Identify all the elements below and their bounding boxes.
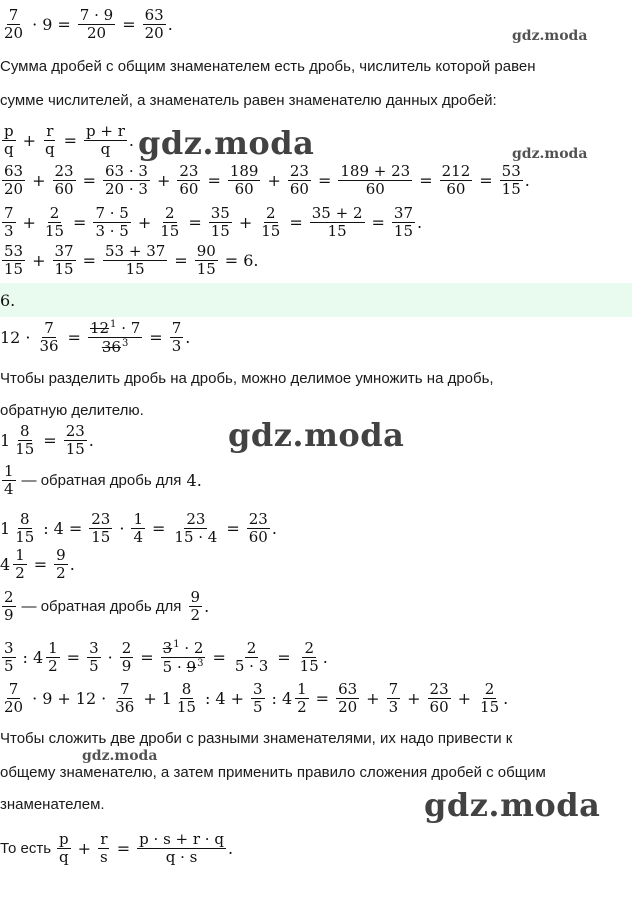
math-term: =	[212, 648, 226, 667]
numerator: 23	[289, 162, 309, 180]
numerator: 35	[210, 204, 230, 222]
math-term: +	[143, 689, 157, 708]
denominator: 60	[248, 528, 268, 546]
denominator: 9	[4, 606, 14, 624]
math-term: =	[68, 519, 83, 538]
math-term: 9	[42, 15, 53, 34]
math-term: =	[419, 171, 433, 190]
denominator: 15	[210, 222, 230, 240]
math-term: То есть	[0, 840, 52, 857]
fraction	[172, 512, 219, 545]
math-term: 1	[110, 319, 117, 330]
math-term: =	[122, 15, 136, 34]
math-term: 6	[243, 251, 254, 270]
fraction	[177, 164, 200, 197]
fraction	[89, 512, 112, 545]
numerator: 90	[196, 242, 216, 260]
denominator: s	[100, 848, 108, 866]
math-term: 1	[173, 639, 180, 650]
fraction	[84, 124, 127, 157]
denominator: 15	[160, 222, 180, 240]
fraction	[13, 512, 36, 545]
math-term: =	[73, 213, 87, 232]
math-term: ·	[107, 648, 113, 667]
math-term: :	[43, 519, 49, 538]
math-term: 9	[186, 658, 197, 676]
math-term: =	[277, 648, 291, 667]
denominator: 5	[89, 657, 99, 675]
math-term: =	[33, 555, 48, 574]
denominator: 36	[39, 337, 59, 355]
fraction	[120, 641, 134, 674]
denominator: 3 · 5	[95, 222, 129, 240]
math-term: 3	[162, 639, 173, 657]
math-term: =	[63, 131, 78, 150]
denominator: 3	[4, 222, 14, 240]
math-term: 1	[0, 519, 11, 538]
numerator: 63	[144, 6, 164, 24]
equation-line-13: $\frac{7}{20}$ · 9 + 12 · $\frac{7}{36}$ + 1 $\frac{8}{15}$ : 4 + $\frac{3}{5}$ : 4 $\frac{1}{2}$ = $\frac{63}{20}$ + $\frac{7}{3}$ + $\frac{23}{60}$ + $\frac{2}{15}$ .	[4, 680, 509, 716]
fraction	[336, 682, 359, 715]
numerator: 8	[19, 422, 30, 440]
numerator: 63	[338, 680, 358, 698]
denominator: 15	[91, 528, 111, 546]
math-term: =	[188, 213, 202, 232]
math-term: +	[22, 131, 37, 150]
numerator: 2	[165, 204, 175, 222]
fraction	[57, 832, 71, 865]
denominator: 60	[446, 180, 466, 198]
denominator: 15	[176, 698, 197, 716]
math-term: 3	[121, 338, 129, 349]
math-term: 3	[197, 658, 204, 669]
highlight-band	[0, 283, 632, 317]
paragraph-line: общему знаменателю, а затем применить правило сложения дробей с общим	[0, 764, 546, 781]
math-term: ·	[119, 519, 125, 538]
fraction	[43, 206, 66, 239]
fraction	[43, 124, 57, 157]
equation-line-5: $\frac{53}{15}$ + $\frac{37}{15}$ = $\frac{53 + 37}{15}$ = $\frac{90}{15}$ = 6 .	[4, 242, 259, 278]
math-term: 4	[53, 519, 64, 538]
numerator: 189 + 23	[340, 162, 411, 180]
math-term: =	[224, 251, 239, 270]
math-term: =	[317, 171, 332, 190]
math-term: +	[156, 171, 171, 190]
paragraph-line: Сумма дробей с общим знаменателем есть дробь, числитель которой равен	[0, 58, 536, 75]
numerator: 23	[179, 162, 199, 180]
numerator: 63	[4, 162, 24, 180]
math-term: :	[22, 648, 28, 667]
numerator: 2	[121, 639, 132, 657]
math-term: 5	[162, 658, 173, 676]
denominator: 20 · 3	[105, 180, 148, 198]
numerator: 53	[501, 162, 521, 180]
math-term: — обратная дробь для	[21, 472, 182, 489]
equation-line-4: $\frac{7}{3}$ + $\frac{2}{15}$ = $\frac{7 \cdot 5}{3 \cdot 5}$ + $\frac{2}{15}$ = $\frac{35}{15}$ + $\frac{2}{15}$ = $\frac{35 + 2}{15}$ = $\frac{37}{15}$ .	[4, 204, 423, 240]
math-term	[0, 548, 29, 581]
denominator: 2	[297, 698, 307, 716]
numerator: 1	[4, 462, 14, 480]
denominator: 20	[144, 24, 164, 42]
watermark-logo: gdz.moda	[228, 416, 405, 454]
numerator: 2	[49, 204, 60, 222]
denominator: 2	[15, 564, 25, 582]
fraction	[53, 164, 76, 197]
math-term: +	[457, 689, 472, 708]
numerator: 23	[65, 422, 85, 440]
denominator: 15	[480, 698, 500, 716]
math-term: =	[315, 689, 330, 708]
fraction	[189, 590, 203, 623]
math-term: +	[32, 171, 46, 190]
equation-line-2: $\frac{p}{q}$ + $\frac{r}{q}$ = $\frac{p + r}{q}$ .	[4, 122, 135, 158]
math-term: =	[43, 431, 57, 450]
fraction	[93, 206, 130, 239]
denominator: 20	[338, 698, 358, 716]
math-term: =	[116, 839, 131, 858]
numerator: 23	[186, 510, 206, 528]
fraction	[2, 464, 16, 497]
numerator: p + r	[86, 122, 125, 140]
denominator: 15	[54, 260, 74, 278]
fraction	[37, 321, 60, 354]
denominator: 15	[4, 260, 24, 278]
watermark-logo: gdz.moda	[138, 124, 315, 162]
math-term: =	[57, 15, 71, 34]
numerator: 7	[388, 680, 399, 698]
denominator: 4	[4, 480, 14, 498]
fraction	[247, 512, 270, 545]
denominator: 15	[44, 222, 65, 240]
math-term: ·	[32, 689, 38, 708]
denominator: 2	[190, 606, 201, 624]
denominator: 20	[86, 24, 107, 42]
fraction	[500, 164, 523, 197]
denominator: 2	[48, 657, 58, 675]
numerator: 1	[15, 546, 25, 564]
math-term: 9	[42, 689, 53, 708]
math-term: +	[238, 213, 253, 232]
fraction	[54, 548, 68, 581]
numerator: 2	[246, 639, 257, 657]
fraction	[161, 640, 206, 675]
math-term: +	[267, 171, 281, 190]
math-term: 12	[0, 328, 21, 347]
math-term: +	[32, 251, 46, 270]
math-term	[0, 424, 38, 457]
denominator: 15	[261, 222, 281, 240]
fraction	[2, 682, 25, 715]
numerator: 3	[4, 639, 14, 657]
fraction	[2, 206, 16, 239]
fraction	[310, 206, 365, 239]
fraction	[298, 641, 321, 674]
math-term: 4	[186, 471, 197, 490]
fraction	[64, 424, 87, 457]
fraction	[478, 682, 501, 715]
fraction	[113, 682, 136, 715]
numerator: 2	[266, 204, 276, 222]
math-term: =	[289, 213, 303, 232]
fraction	[98, 832, 110, 865]
denominator: 15	[299, 657, 319, 675]
equation-line-10: 4 $\frac{1}{2}$ = $\frac{9}{2}$ .	[0, 546, 75, 582]
equation-line-9: 1 $\frac{8}{15}$ : 4 = $\frac{23}{15}$ · $\frac{1}{4}$ = $\frac{23}{15 \cdot 4}$ = $\frac{23}{60}$ .	[0, 510, 277, 546]
numerator: 7	[8, 6, 19, 24]
math-term: +	[77, 839, 92, 858]
math-term: 4	[215, 689, 226, 708]
denominator: 60	[365, 180, 385, 198]
numerator: 23	[429, 680, 449, 698]
denominator: 5	[253, 698, 263, 716]
numerator: 35 + 2	[311, 204, 363, 222]
math-term: +	[407, 689, 421, 708]
math-term: =	[226, 519, 240, 538]
math-term	[282, 682, 311, 715]
fraction	[170, 321, 184, 354]
numerator: 1	[133, 510, 143, 528]
fraction	[2, 164, 25, 197]
math-term: =	[479, 171, 493, 190]
numerator: p	[4, 122, 14, 140]
math-term: 12	[89, 319, 110, 337]
denominator: 60	[179, 180, 199, 198]
numerator: $3^1 \cdot 2$	[162, 639, 204, 657]
equation-line-12: $\frac{3}{5}$ : 4 $\frac{1}{2}$ = $\frac{3}{5}$ · $\frac{2}{9}$ = $\frac{3^1 \cdot 2}{5 \cdot 9^3}$ = $\frac{2}{5 \cdot 3}$ = $\frac{2}{15}$ .	[4, 639, 328, 676]
numerator: 9	[56, 546, 66, 564]
numerator: p · s + r · q	[139, 830, 224, 848]
fraction	[88, 320, 142, 355]
fraction	[78, 8, 115, 41]
math-term: =	[149, 328, 163, 347]
numerator: 2	[304, 639, 314, 657]
math-term	[0, 512, 38, 545]
numerator: 3	[89, 639, 99, 657]
fraction	[392, 206, 415, 239]
denominator: q	[59, 848, 69, 866]
denominator: 3	[388, 698, 399, 716]
math-term: 1	[161, 689, 172, 708]
paragraph-line: обратную делителю.	[0, 402, 144, 419]
numerator: $12^1 \cdot 7$	[89, 319, 141, 337]
math-term: =	[66, 648, 81, 667]
watermark-logo: gdz.moda	[512, 28, 588, 44]
fraction	[387, 682, 401, 715]
fraction	[288, 164, 311, 197]
equation-line-14: То есть $\frac{p}{q}$ + $\frac{r}{s}$ = $\frac{p \cdot s + r \cdot q}{q \cdot s}$ .	[0, 830, 234, 866]
equation-line-11: $\frac{2}{9}$ — обратная дробь для $\frac{9}{2}$ .	[4, 588, 210, 624]
numerator: 2	[4, 588, 14, 606]
fraction	[440, 164, 473, 197]
math-term: 1	[0, 431, 11, 450]
numerator: 7	[44, 319, 54, 337]
math-term: +	[137, 213, 152, 232]
math-term: +	[22, 213, 36, 232]
denominator: q	[45, 140, 55, 158]
math-term: ·	[32, 15, 38, 34]
math-term: — обратная дробь для	[21, 598, 182, 615]
numerator: 7	[171, 319, 182, 337]
equation-line-1: $\frac{7}{20}$ · 9 = $\frac{7 \cdot 9}{20}$ = $\frac{63}{20}$ .	[4, 6, 173, 42]
math-term	[33, 641, 62, 674]
math-term: =	[174, 251, 188, 270]
denominator: 15	[15, 440, 35, 458]
denominator: 20	[4, 24, 24, 42]
math-term: +	[366, 689, 380, 708]
equation-line-7: 1 $\frac{8}{15}$ = $\frac{23}{15}$ .	[0, 422, 94, 458]
numerator: 23	[54, 162, 74, 180]
paragraph-line: Чтобы разделить дробь на дробь, можно делимое умножить на дробь,	[0, 370, 494, 387]
numerator: 3	[253, 680, 263, 698]
fraction	[131, 512, 145, 545]
math-term: ·	[101, 689, 107, 708]
equation-line-6: 12 · $\frac{7}{36}$ = $\frac{12^1 \cdot 7}{36^3}$ = $\frac{7}{3}$ .	[0, 319, 191, 356]
fraction	[175, 682, 198, 715]
math-term: =	[152, 519, 166, 538]
numerator: 1	[48, 639, 58, 657]
paragraph-line: Чтобы сложить две дроби с разными знаменателями, их надо привести к	[0, 730, 513, 747]
numerator: 212	[441, 162, 471, 180]
math-term: 4	[32, 648, 44, 667]
denominator: 36	[115, 698, 135, 716]
fraction	[2, 641, 16, 674]
math-term: =	[82, 171, 96, 190]
numerator: r	[100, 830, 108, 848]
numerator: 37	[54, 242, 74, 260]
equation-line-8: $\frac{1}{4}$ — обратная дробь для 4 .	[4, 462, 202, 498]
math-term: =	[67, 328, 81, 347]
math-term: +	[57, 689, 71, 708]
denominator: 9	[121, 657, 132, 675]
numerator: 2	[484, 680, 495, 698]
denominator: 15 · 4	[174, 528, 218, 546]
denominator: 4	[133, 528, 143, 546]
numerator: 8	[19, 510, 30, 528]
numerator: 37	[393, 204, 414, 222]
denominator: 60	[54, 180, 74, 198]
math-term: =	[371, 213, 385, 232]
denominator: 15	[65, 440, 85, 458]
denominator: 15	[393, 222, 414, 240]
denominator: 15	[15, 528, 35, 546]
denominator: q · s	[165, 848, 198, 866]
denominator: 15	[125, 260, 145, 278]
fraction	[13, 424, 36, 457]
math-term: ·	[25, 328, 31, 347]
fraction	[137, 832, 226, 865]
denominator: 20	[4, 180, 24, 198]
fraction	[251, 682, 265, 715]
fraction	[2, 8, 25, 41]
math-term: 7	[130, 319, 141, 337]
fraction	[158, 206, 181, 239]
watermark-logo: gdz.moda	[512, 146, 588, 162]
numerator: 7	[120, 680, 130, 698]
fraction	[338, 164, 412, 197]
numerator: r	[46, 122, 54, 140]
fraction	[143, 8, 166, 41]
math-term: 12	[75, 689, 97, 708]
denominator: $5 \cdot 9^3$	[162, 658, 204, 676]
denominator: 15	[501, 180, 521, 198]
fraction	[209, 206, 232, 239]
paragraph-line: сумме числителей, а знаменатель равен знаменателю данных дробей:	[0, 92, 497, 109]
math-term: 4	[0, 555, 11, 574]
fraction	[53, 244, 76, 277]
fraction	[428, 682, 451, 715]
fraction	[13, 548, 27, 581]
denominator	[100, 338, 130, 355]
numerator: 9	[190, 588, 201, 606]
denominator: 20	[4, 698, 24, 716]
math-term: :	[205, 689, 211, 708]
numerator: 189	[229, 162, 259, 180]
numerator: 8	[181, 680, 192, 698]
fraction	[87, 641, 101, 674]
denominator: 60	[234, 180, 254, 198]
math-term: 2	[193, 639, 204, 657]
watermark-logo: gdz.moda	[424, 786, 601, 824]
fraction	[2, 124, 16, 157]
numerator: 7 · 9	[79, 6, 114, 24]
numerator: 53	[4, 242, 24, 260]
math-term: =	[207, 171, 221, 190]
fraction	[103, 244, 167, 277]
denominator: q	[4, 140, 14, 158]
equation-line-3: $\frac{63}{20}$ + $\frac{23}{60}$ = $\frac{63 \cdot 3}{20 \cdot 3}$ + $\frac{23}{60}$ = $\frac{189}{60}$ + $\frac{23}{60}$ = $\frac{189 + 23}{60}$ = $\frac{212}{60}$ = $\frac{53}{15}$ .	[4, 162, 530, 198]
denominator: 15	[327, 222, 347, 240]
numerator: 23	[91, 510, 111, 528]
fraction	[259, 206, 282, 239]
watermark-logo: gdz.moda	[82, 748, 158, 764]
numerator: 1	[297, 680, 307, 698]
math-term: :	[271, 689, 277, 708]
section-number: 6.	[0, 291, 16, 310]
math-term: 4	[281, 689, 293, 708]
fraction	[295, 682, 309, 715]
numerator: 53 + 37	[105, 242, 166, 260]
fraction	[46, 641, 60, 674]
fraction	[228, 164, 261, 197]
denominator: q	[100, 140, 111, 158]
math-term: =	[140, 648, 154, 667]
denominator: 60	[289, 180, 309, 198]
denominator: 2	[56, 564, 66, 582]
denominator: 3	[171, 337, 182, 355]
denominator: 5 · 3	[234, 657, 269, 675]
math-term	[162, 682, 200, 715]
fraction	[195, 244, 218, 277]
denominator: 15	[196, 260, 216, 278]
numerator: 63 · 3	[105, 162, 148, 180]
math-term: 36	[101, 338, 121, 356]
fraction	[103, 164, 150, 197]
fraction	[2, 244, 25, 277]
denominator: 5	[4, 657, 14, 675]
fraction	[233, 641, 270, 674]
numerator: 23	[248, 510, 268, 528]
numerator: 7	[8, 680, 19, 698]
math-term: =	[82, 251, 96, 270]
math-term: +	[230, 689, 244, 708]
fraction	[2, 590, 16, 623]
numerator: 7 · 5	[95, 204, 129, 222]
numerator: 7	[4, 204, 14, 222]
numerator: p	[59, 830, 69, 848]
denominator: 60	[429, 698, 449, 716]
paragraph-line: знаменателем.	[0, 796, 105, 813]
